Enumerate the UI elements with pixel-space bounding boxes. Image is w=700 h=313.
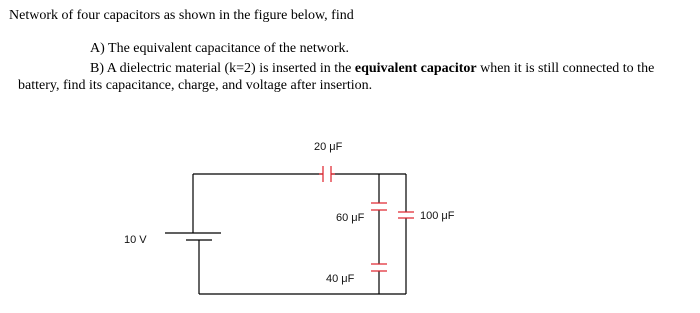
- battery-label: 10 V: [124, 234, 147, 246]
- capacitor-label-20uF: 20 μF: [314, 141, 343, 153]
- capacitor-20uF: [319, 166, 335, 182]
- question-part-a: A) The equivalent capacitance of the network.: [90, 41, 350, 56]
- part-b-prefix: B) A dielectric material (k=2) is inserted in the: [90, 61, 355, 76]
- question-intro: Network of four capacitors as shown in the figure below, find: [9, 8, 354, 23]
- capacitor-label-100uF: 100 μF: [420, 210, 455, 222]
- capacitor-60uF: [371, 203, 387, 210]
- part-b-suffix: when it is still connected to the: [476, 61, 655, 76]
- capacitor-label-60uF: 60 μF: [336, 212, 365, 224]
- part-b-bold-term: equivalent capacitor: [354, 61, 477, 76]
- capacitor-40uF: [371, 264, 387, 271]
- circuit-wires: [193, 174, 406, 294]
- question-part-b-continued: battery, find its capacitance, charge, and voltage after insertion.: [18, 78, 373, 93]
- capacitor-label-40uF: 40 μF: [326, 273, 355, 285]
- battery-symbol: [165, 233, 221, 240]
- capacitor-100uF: [398, 212, 414, 218]
